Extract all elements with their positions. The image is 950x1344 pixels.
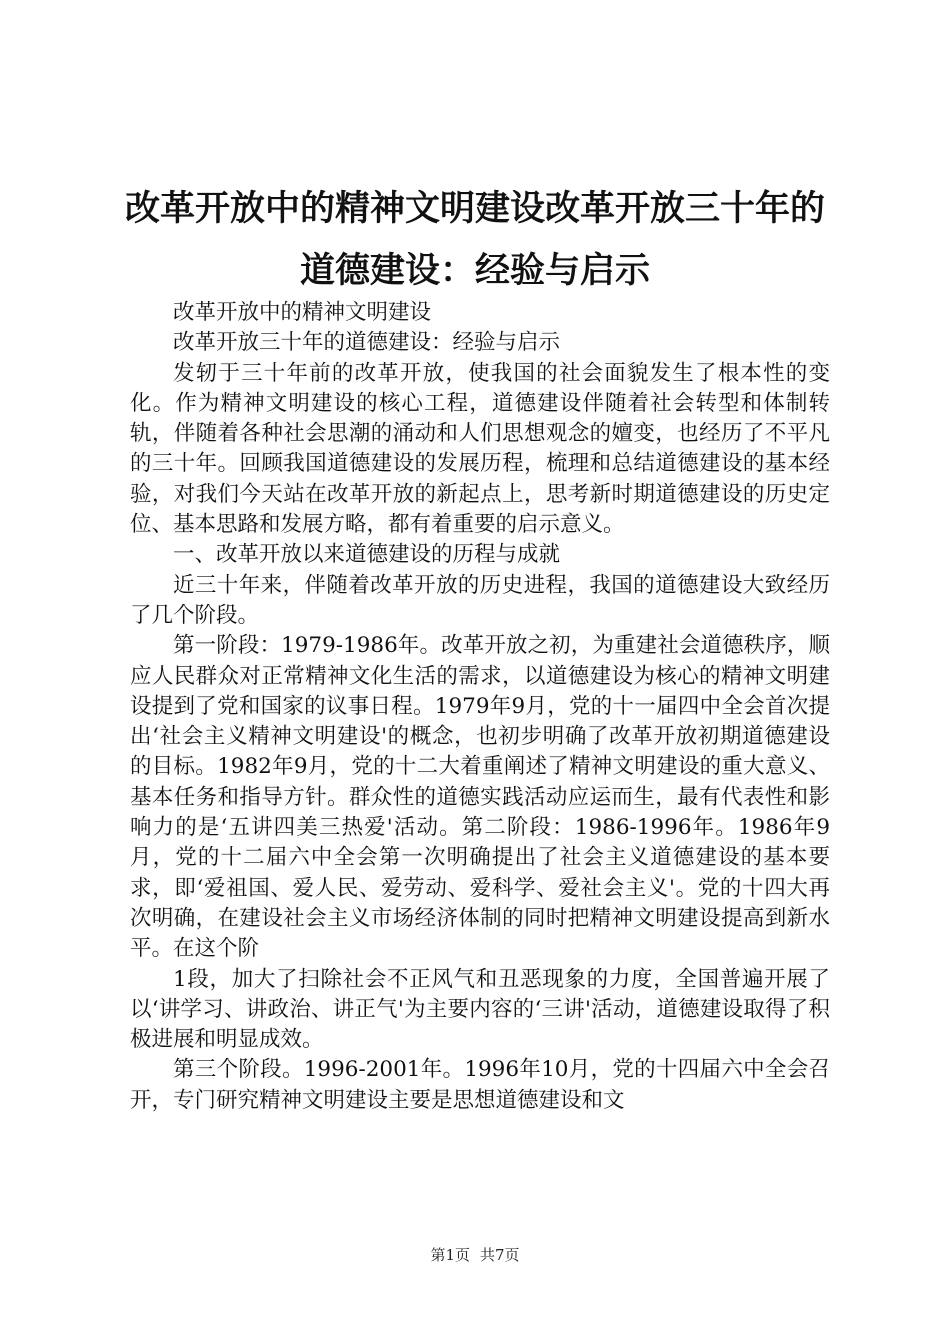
paragraph-stage-two-cont: 1段，加大了扫除社会不正风气和丑恶现象的力度，全国普遍开展了以‘讲学习、讲政治、讲正气'为主要内容的‘三讲'活动，道德建设取得了积极进展和明显成效。 bbox=[130, 966, 830, 1053]
document-body bbox=[130, 298, 830, 1116]
paragraph-stage-three: 第三个阶段。1996-2001年。1996年10月，党的十四届六中全会召开，专门研究精神文明建设主要是思想道德建设和文 bbox=[130, 1057, 830, 1113]
title-line-1: 改革开放中的精神文明建设改革开放三十年的 bbox=[124, 189, 825, 229]
paragraph-overview: 近三十年来，伴随着改革开放的历史进程，我国的道德建设大致经历了几个阶段。 bbox=[130, 572, 830, 628]
page-total: 共7页 bbox=[480, 1246, 520, 1264]
section-heading: 一、改革开放以来道德建设的历程与成就 bbox=[173, 542, 561, 568]
paragraph-subtitle-1: 改革开放中的精神文明建设 bbox=[173, 300, 432, 325]
paragraph-subtitle-2: 改革开放三十年的道德建设：经验与启示 bbox=[173, 330, 561, 356]
page-number: 第1页 bbox=[430, 1246, 470, 1264]
page-footer bbox=[0, 1244, 950, 1265]
paragraph-intro: 发轫于三十年前的改革开放，使我国的社会面貌发生了根本性的变化。作为精神文明建设的核心工程，道德建设伴随着社会转型和体制转轨，伴随着各种社会思潮的涌动和人们思想观念的嬗变，也经历了不平凡的三十年。回顾我国道德建设的发展历程，梳理和总结道德建设的基本经验，对我们今天站在改革开放的新起点上，思考新时期道德建设的历史定位、基本思路和发展方略，都有着重要的启示意义。 bbox=[130, 360, 830, 538]
paragraph-stage-one-two: 第一阶段：1979-1986年。改革开放之初，为重建社会道德秩序，顺应人民群众对正常精神文化生活的需求，以道德建设为核心的精神文明建设提到了党和国家的议事日程。1979年9月，党的十一届四中全会首次提出‘社会主义精神文明建设'的概念，也初步明确了改革开放初期道德建设的目标。1982年9月，党的十二大着重阐述了精神文明建设的重大意义、基本任务和指导方针。群众性的道德实践活动应运而生，最有代表性和影响力的是‘五讲四美三热爱'活动。第二阶段：1986-1996年。1986年9月，党的十二届六中全会第一次明确提出了社会主义道德建设的基本要求，即‘爱祖国、爱人民、爱劳动、爱科学、爱社会主义'。党的十四大再次明确，在建设社会主义市场经济体制的同时把精神文明建设提高到新水平。在这个阶 bbox=[130, 633, 830, 962]
title-line-2: 道德建设：经验与启示 bbox=[299, 251, 650, 291]
document-title bbox=[100, 178, 850, 302]
